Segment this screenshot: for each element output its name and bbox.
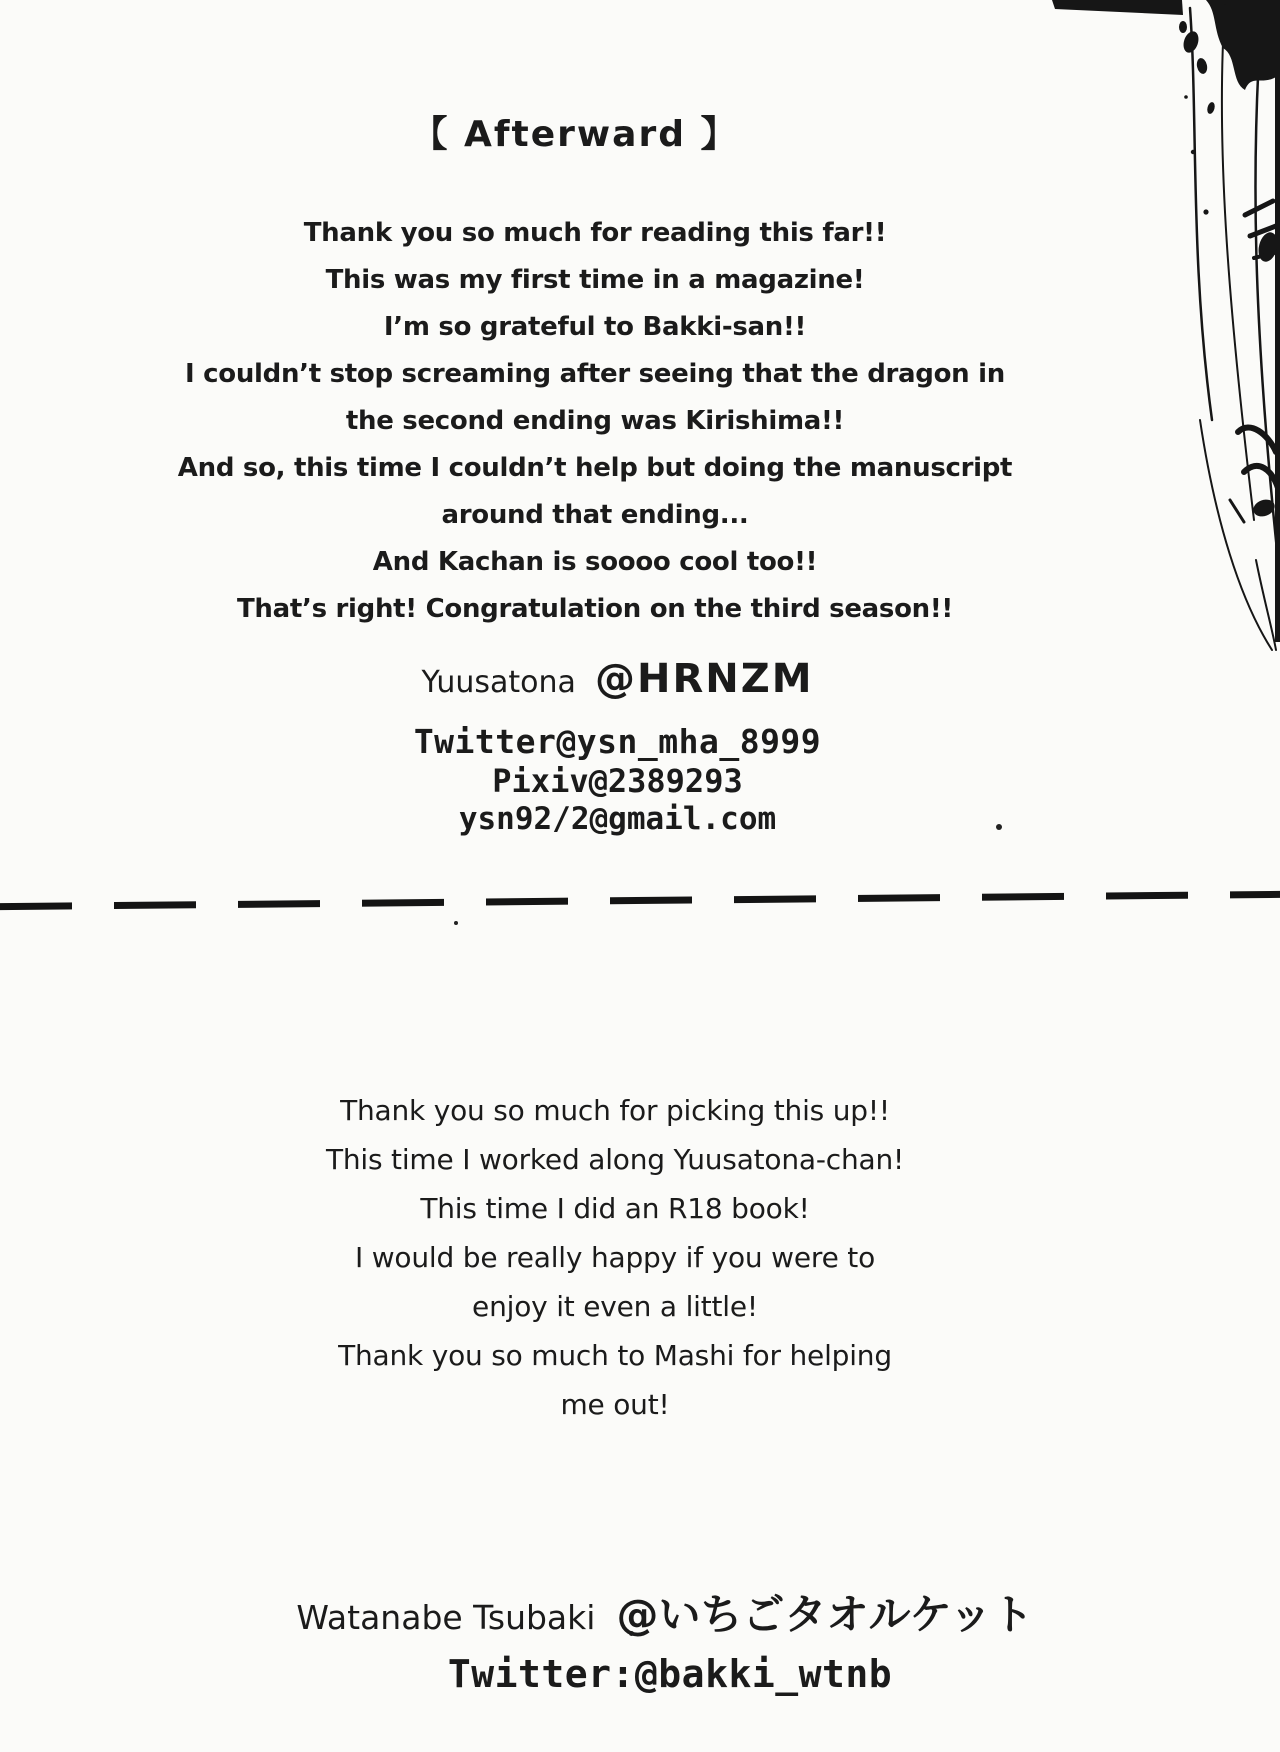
afterword-line: me out!: [560, 1388, 670, 1421]
ink-speck: [454, 921, 458, 925]
afterword-line: And so, this time I couldn’t help but doing the manuscript: [177, 453, 1013, 483]
afterword-line: I would be really happy if you were to: [354, 1241, 876, 1274]
author2-signature: [0, 1582, 1280, 1642]
author2-handle: @いちごタオルケット: [616, 1590, 1034, 1639]
afterword-line: That’s right! Congratulation on the third season!!: [236, 594, 953, 624]
author2-name: Watanabe Tsubaki: [296, 1598, 596, 1637]
afterword-line: around that ending...: [441, 500, 749, 530]
author1-name: Yuusatona: [421, 665, 576, 700]
afterword-line: And Kachan is soooo cool too!!: [372, 547, 818, 577]
afterword-line: I’m so grateful to Bakki-san!!: [383, 312, 807, 342]
afterword-line: the second ending was Kirishima!!: [345, 406, 845, 436]
afterword-line: Thank you so much for reading this far!!: [303, 218, 887, 248]
page-title: 【 Afterward 】: [411, 114, 739, 155]
afterword-line: This time I worked along Yuusatona-chan!: [325, 1143, 905, 1176]
author2-twitter-handle: Twitter:@bakki_wtnb: [447, 1652, 893, 1696]
afterword2-paragraph: [0, 1086, 1230, 1429]
author1-handle: @HRNZM: [594, 656, 814, 702]
author1-signature: [0, 656, 1235, 702]
author1-email-address: ysn92/2@gmail.com: [458, 801, 777, 837]
author1-twitter-handle: Twitter@ysn_mha_8999: [413, 722, 822, 761]
dashed-divider: [0, 891, 1280, 910]
afterword-line: I couldn’t stop screaming after seeing that the dragon in: [185, 359, 1005, 389]
afterword-line: Thank you so much to Mashi for helping: [338, 1339, 892, 1372]
ink-speck: [996, 824, 1002, 830]
afterword-line: Thank you so much for picking this up!!: [340, 1094, 890, 1127]
afterword-line: This was my first time in a magazine!: [325, 265, 865, 295]
author1-pixiv-id: Pixiv@2389293: [492, 762, 743, 800]
afterword-line: enjoy it even a little!: [472, 1290, 758, 1323]
afterword-line: This time I did an R18 book!: [420, 1192, 810, 1225]
afterword1-paragraph: [0, 210, 1190, 633]
